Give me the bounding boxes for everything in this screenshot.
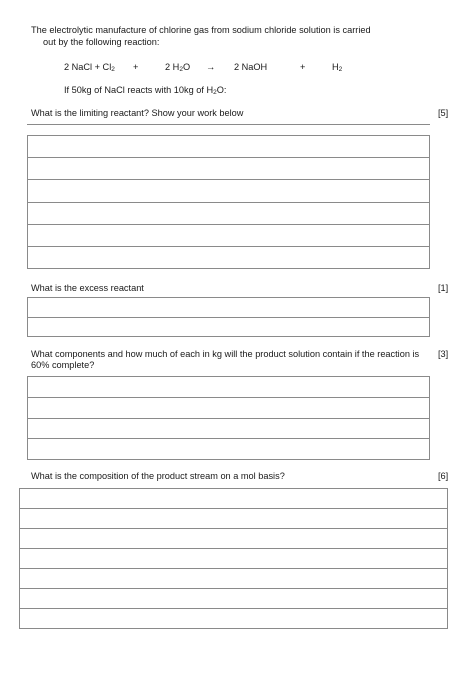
answer-line[interactable] [20, 609, 447, 628]
answer-line[interactable] [28, 377, 429, 398]
answer-line[interactable] [28, 225, 429, 247]
answer-line[interactable] [28, 398, 429, 419]
answer-line[interactable] [28, 298, 429, 318]
question-3-marks: [3] [438, 349, 449, 359]
answer-box-2[interactable] [27, 297, 430, 337]
answer-line[interactable] [28, 203, 429, 225]
answer-line[interactable] [28, 136, 429, 158]
product-1: 2 NaOH [234, 62, 268, 72]
answer-box-3[interactable] [27, 376, 430, 460]
question-1-top-rule [27, 124, 430, 125]
answer-box-4[interactable] [19, 488, 448, 629]
answer-line[interactable] [20, 589, 447, 609]
plus-sign-1: + [133, 62, 139, 72]
reaction-arrow: → [206, 62, 216, 72]
answer-line[interactable] [20, 489, 447, 509]
question-4-text: What is the composition of the product stream on a mol basis? [31, 471, 285, 481]
answer-line[interactable] [28, 158, 429, 180]
answer-line[interactable] [20, 549, 447, 569]
given-statement: If 50kg of NaCl reacts with 10kg of $H_2O$: [64, 85, 227, 96]
answer-line[interactable] [28, 180, 429, 202]
answer-line[interactable] [28, 419, 429, 440]
question-1-text: What is the limiting reactant? Show your work below [31, 108, 244, 118]
reactant-1: 2 NaCl + $Cl_2$ [64, 62, 115, 73]
question-2-text: What is the excess reactant [31, 283, 144, 293]
answer-line[interactable] [28, 247, 429, 268]
question-1-marks: [5] [438, 108, 449, 118]
answer-line[interactable] [20, 569, 447, 589]
answer-line[interactable] [20, 509, 447, 529]
answer-line[interactable] [28, 439, 429, 459]
question-2-marks: [1] [438, 283, 449, 293]
intro-line-1: The electrolytic manufacture of chlorine gas from sodium chloride solution is carried [31, 25, 371, 35]
product-2: $H_2$ [332, 62, 343, 73]
question-4-marks: [6] [438, 471, 449, 481]
answer-box-1[interactable] [27, 135, 430, 269]
intro-line-2: out by the following reaction: [43, 37, 160, 47]
plus-sign-2: + [300, 62, 306, 72]
reactant-2: 2 $H_2O$ [165, 62, 191, 73]
answer-line[interactable] [28, 318, 429, 337]
answer-line[interactable] [20, 529, 447, 549]
question-3-text: What components and how much of each in kg will the product solution contain if the reaction is 60% complete? [31, 349, 420, 370]
